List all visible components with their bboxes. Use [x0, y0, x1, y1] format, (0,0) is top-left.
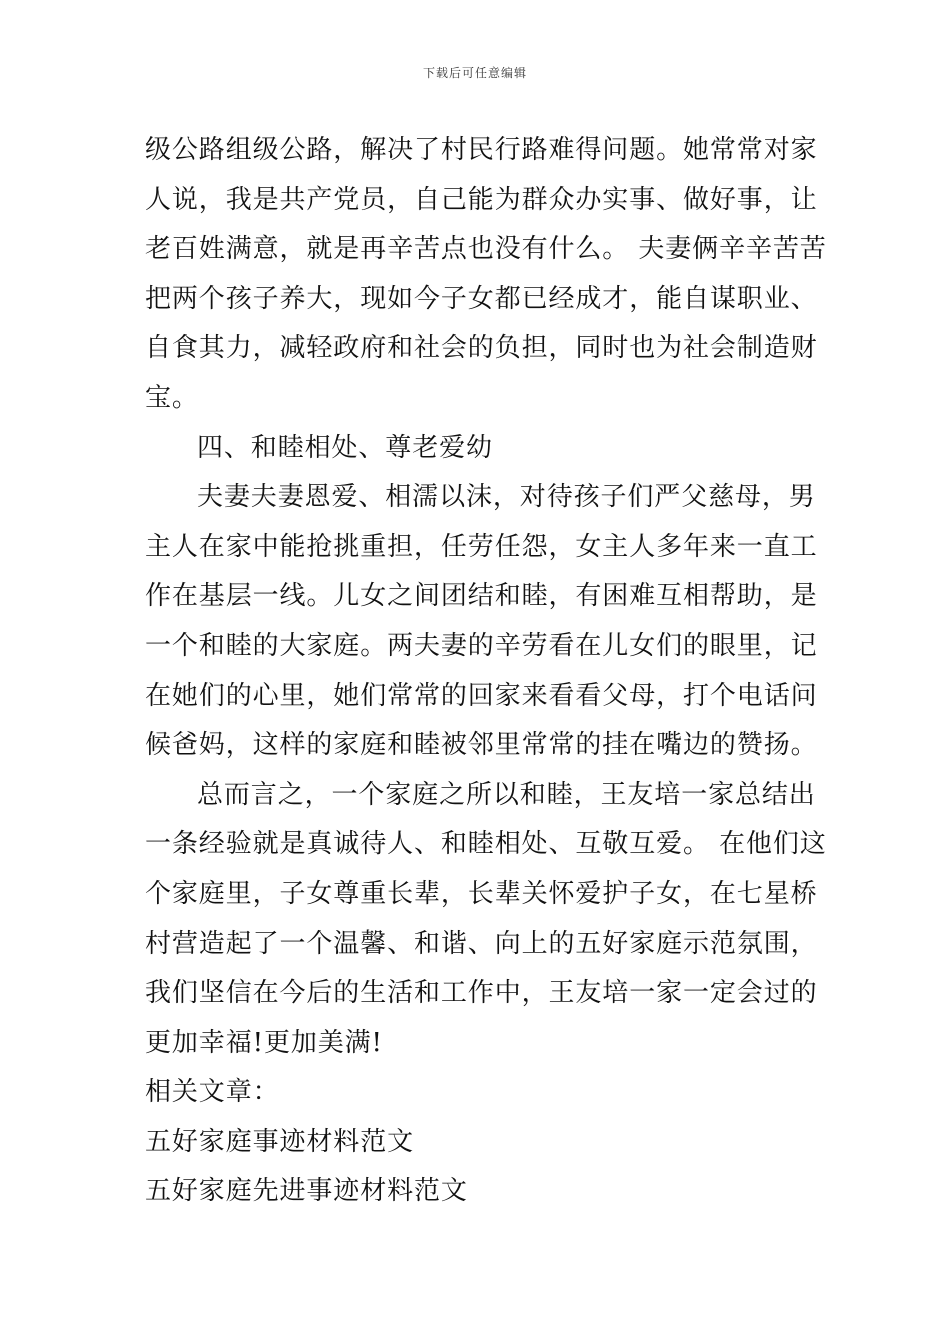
text-line: 村营造起了一个温馨、和谐、向上的五好家庭示范氛围，	[145, 928, 818, 959]
paragraph-1	[145, 126, 827, 424]
text-line: 宝。	[145, 382, 199, 413]
text-line: 级公路组级公路，解决了村民行路难得问题。她常常对家	[145, 135, 818, 165]
text-line: 一条经验就是真诚待人、和睦相处、互敬互爱。 在他们这	[145, 829, 827, 860]
document-body	[145, 126, 827, 1217]
text-line: 把两个孩子养大，现如今子女都已经成才，能自谋职业、	[145, 283, 818, 314]
section-heading-text: 四、和睦相处、尊老爱幼	[197, 432, 493, 463]
related-article-link-1[interactable]: 五好家庭事迹材料范文	[145, 1126, 415, 1157]
paragraph-2	[145, 473, 818, 771]
text-line: 一个和睦的大家庭。两夫妻的辛劳看在儿女们的眼里，记	[145, 630, 818, 661]
text-line: 我们坚信在今后的生活和工作中，王友培一家一定会过的	[145, 978, 818, 1009]
text-line: 在她们的心里，她们常常的回家来看看父母，打个电话问	[145, 680, 818, 711]
related-articles	[145, 1068, 807, 1217]
text-line: 人说，我是共产党员，自己能为群众办实事、做好事，让	[145, 184, 818, 215]
text-line: 更加幸福!更加美满!	[145, 1027, 383, 1058]
text-line: 老百姓满意，就是再辛苦点也没有什么。 夫妻俩辛辛苦苦	[145, 234, 827, 265]
text-line: 自食其力，减轻政府和社会的负担，同时也为社会制造财	[145, 333, 818, 364]
text-line: 作在基层一线。儿女之间团结和睦，有困难互相帮助，是	[145, 581, 818, 612]
header-note: 下载后可任意编辑	[422, 66, 527, 80]
text-line: 候爸妈，这样的家庭和睦被邻里常常的挂在嘴边的赞扬。	[145, 730, 818, 761]
text-line: 夫妻夫妻恩爱、相濡以沫，对待孩子们严父慈母，男	[197, 482, 816, 513]
related-articles-label: 相关文章：	[145, 1077, 280, 1108]
text-line: 主人在家中能抢挑重担，任劳任怨，女主人多年来一直工	[145, 531, 818, 562]
text-line: 个家庭里，子女尊重长辈，长辈关怀爱护子女，在七星桥	[145, 878, 818, 909]
section-heading	[145, 424, 807, 474]
related-article-link-2[interactable]: 五好家庭先进事迹材料范文	[145, 1176, 468, 1207]
text-line: 总而言之，一个家庭之所以和睦，王友培一家总结出	[197, 779, 816, 810]
paragraph-3	[145, 771, 827, 1069]
